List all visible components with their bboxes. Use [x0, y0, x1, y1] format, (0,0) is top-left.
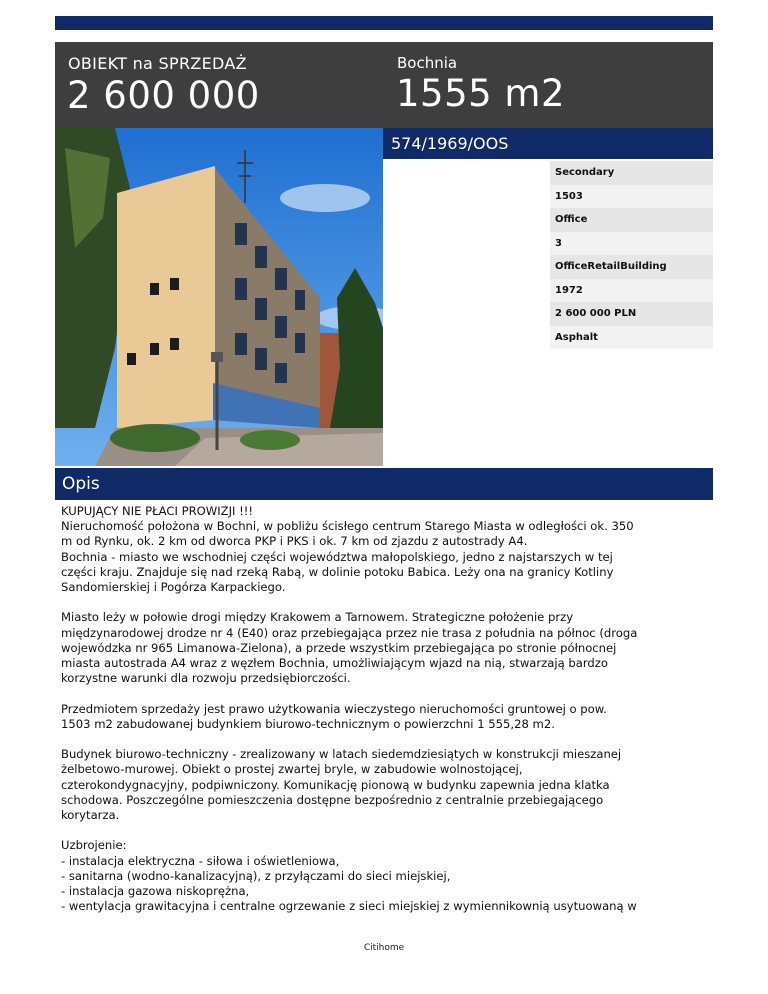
- description-section-header: [55, 468, 713, 500]
- year-built-value: 1972: [550, 279, 713, 303]
- table-row: [383, 326, 713, 350]
- listing-id-bar: [383, 128, 713, 159]
- plot-area-value: 1503: [550, 185, 713, 209]
- table-row: [383, 161, 713, 185]
- building-type-value: OfficeRetailBuilding: [550, 255, 713, 279]
- price-value: 2 600 000: [67, 74, 260, 117]
- footer-brand: Citihome: [363, 943, 405, 953]
- floors-value: 3: [550, 232, 713, 256]
- description-paragraph: Budynek biurowo-techniczny - zrealizowany w latach siedemdziesiątych w konstrukcji mieszanej żelbetowo-murowej. Obiekt o prostej zwartej bryle, w zabudowie wolnostojącej, czterokondygnacyjny, podpiwniczony. Komunikację pionową w budynku zapewnia jedna klatka schodowa. Poszczególne pomieszczenia dostępne bezpośrednio z centralnie przebiegającego korytarza.: [61, 747, 622, 823]
- description-paragraph: Przedmiotem sprzedaży jest prawo użytkowania wieczystego nieruchomości gruntowej o pow. 1503 m2 zabudowanej budynkiem biurowo-technicznym o powierzchni 1 555,28 m2.: [61, 701, 607, 731]
- property-details-table: [383, 161, 713, 349]
- description-text: [61, 504, 711, 930]
- price-detail-value: 2 600 000 PLN: [550, 302, 713, 326]
- description-paragraph: KUPUJĄCY NIE PŁACI PROWIZJI !!! Nieruchomość położona w Bochni, w pobliżu ścisłego centrum Starego Miasta w odległości ok. 350 m od Rynku, ok. 2 km od dworca PKP i PKS i ok. 7 km od zjazdu z autostrady A4. Bochnia - miasto we wschodniej części województwa małopolskiego, jedno z najstarszych w tej części kraju. Znajduje się nad rzeką Rabą, w dolinie potoku Babica. Leży ona na granicy Kotliny Sandomierskiej i Pogórza Karpackiego.: [61, 504, 634, 595]
- description-paragraph: Miasto leży w połowie drogi między Krakowem a Tarnowem. Strategiczne położenie przy międzynarodowej drodze nr 4 (E40) oraz przebiegająca przez nie trasa z południa na północ (droga wojewódzka nr 965 Limanowa-Zielona), a przede wszystkim przebiegająca po stronie północnej miasta autostrada A4 wraz z węzłem Bochnia, umożliwiającym wjazd na nią, stwarzają bardzo korzystne warunki dla rozwoju przedsiębiorczości.: [61, 610, 638, 686]
- table-row: [383, 279, 713, 303]
- table-row: [383, 255, 713, 279]
- area-value: 1555 m2: [396, 72, 566, 115]
- table-row: [383, 302, 713, 326]
- property-photo: [55, 128, 383, 466]
- access-road-value: Asphalt: [550, 326, 713, 350]
- property-type-value: Office: [550, 208, 713, 232]
- market-value: Secondary: [550, 161, 713, 185]
- description-paragraph: Uzbrojenie: - instalacja elektryczna - siłowa i oświetleniowa, - sanitarna (wodno-kanalizacyjną), z przyłączami do sieci miejskiej, - instalacja gazowa niskoprężna, - wentylacja grawitacyjna i centralne ogrzewanie z sieci miejskiej z wymiennikownią usytuowaną w: [61, 838, 637, 914]
- table-row: [383, 208, 713, 232]
- listing-id: 574/1969/OOS: [391, 134, 509, 153]
- offer-type-label: OBIEKT na SPRZEDAŻ: [68, 54, 247, 73]
- table-row: [383, 232, 713, 256]
- section-title: Opis: [62, 474, 100, 494]
- listing-header: [55, 42, 713, 128]
- table-row: [383, 185, 713, 209]
- top-accent-bar: [55, 16, 713, 30]
- city-label: Bochnia: [397, 54, 458, 72]
